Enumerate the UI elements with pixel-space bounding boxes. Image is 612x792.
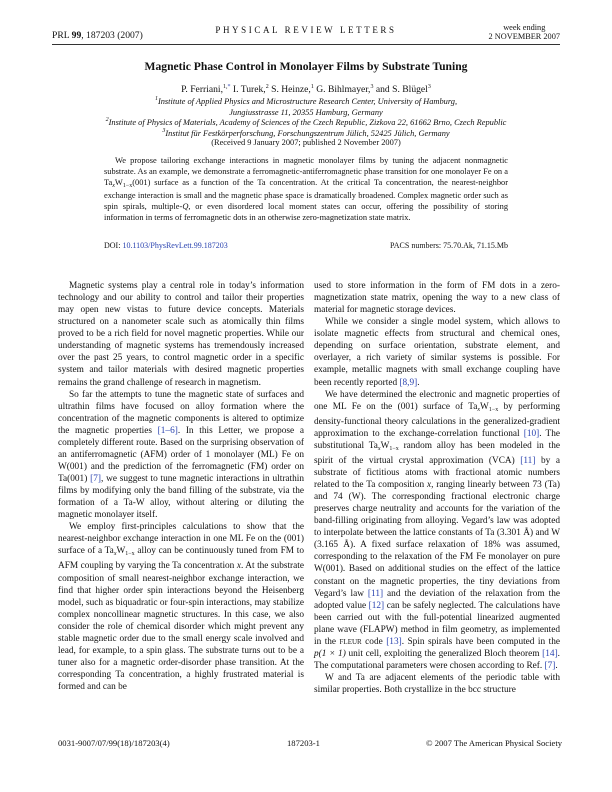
text: by a substrate of fictitious atoms with fractional atomic numbers related to the Ta composition xyxy=(314,455,560,490)
text: . The substitutional Ta xyxy=(314,428,560,451)
affil-mark: 3 xyxy=(427,84,431,90)
reference-link[interactable]: [14] xyxy=(542,648,558,659)
text: , ranging linearly between 73 (Ta) and 74 (W). The corresponding fractional electronic charge preserves charge neutrality and accounts for the variation of the band-filling originating from alloying. Vegard’s law was adopted to interpolate between the lattice constants of Ta (3.301 Å) and W (3.165 Å). A fixed surface relaxation of 18% was assumed, corresponding to the relaxation of the FM Fe monolayer on pure W(001). Based on additional studies on the effect of the lattice constant on the magnetic properties, the tiny deviations from Vegard’s law xyxy=(314,480,560,599)
math-sub: x xyxy=(377,445,381,452)
text: So far the attempts to tune the magnetic state of surfaces and ultrathin films have focused on alloy formation where the concentration of the magnetic components is altered to optimize the magnetic properties xyxy=(58,389,304,436)
journal-abbrev: PRL xyxy=(52,30,70,41)
paragraph xyxy=(314,389,560,672)
author: G. Bihlmayer, xyxy=(316,84,371,95)
math: Q xyxy=(182,202,189,212)
reference-link[interactable]: [7] xyxy=(544,660,556,671)
affil-mark: 1 xyxy=(310,84,314,90)
math-sub: x xyxy=(477,406,481,413)
paragraph: Magnetic systems play a central role in today’s information technology and our ability to control and tailor their properties may open new vistas to future device concepts. Materials structured on a nanometer scale such as atomically thin films proved to be a rich field for novel magnetic properties. While our understanding of magnetic systems has tremendously increased over the past 25 years, to control magnetic order in a specific system and tailor materials with desired magnetic properties remains the grand challenge of research in magnetism. xyxy=(58,281,304,388)
citation: PRL 99, 187203 (2007) xyxy=(52,30,143,41)
affiliation-2 xyxy=(0,118,612,129)
code-name: FLEUR xyxy=(339,637,362,646)
affiliation-1 xyxy=(0,97,612,108)
text: and the deviation of the relaxation from the adopted value xyxy=(314,588,560,611)
text: random alloy has been modeled in the spirit of the virtual crystal approximation (VCA) xyxy=(314,440,560,466)
abstract-text: (001) surface as a function of the Ta concentration. At the critical Ta concentration, the nearest-neighbor exchange interaction is small and the magnetic phase space is dramatically broadened. Complex magnetic order such as spin spirals, multiple- xyxy=(104,177,508,212)
affil-mark: 3 xyxy=(370,84,374,90)
text: . The computational parameters were chosen according to Ref. xyxy=(314,648,560,671)
math-sub: x xyxy=(113,551,117,558)
corresponding-author-link[interactable]: * xyxy=(227,84,231,90)
math: x xyxy=(426,480,432,490)
running-header xyxy=(52,22,560,45)
affil-text: Institut für Festkörperforschung, Forschungszentrum Jülich, 52425 Jülich, Germany xyxy=(165,128,450,138)
affil-mark: 2 xyxy=(265,84,269,90)
paragraph: used to store information in the form of FM dots in a zero-magnetization state matrix, opening the way to a new class of material for magnetic storage devices. xyxy=(314,281,560,316)
text: can be safely neglected. The calculations have been carried out with the full-potential linearized augmented plane wave (FLAPW) method in film geometry, as implemented in the xyxy=(314,600,560,647)
paper-title: Magnetic Phase Control in Monolayer Films by Substrate Tuning xyxy=(144,60,468,73)
math: W xyxy=(480,401,489,412)
affiliation-1-address: Jungiusstrasse 11, 20355 Hamburg, Germany xyxy=(229,107,383,117)
affil-text: Institute of Applied Physics and Microstructure Research Center, University of Hamburg, xyxy=(157,97,458,106)
received-dates: (Received 9 January 2007; published 2 November 2007) xyxy=(211,138,401,147)
reference-link[interactable]: [11] xyxy=(520,455,536,466)
math: W xyxy=(380,440,390,451)
reference-link[interactable]: [8,9] xyxy=(399,377,418,388)
paragraph xyxy=(58,389,304,522)
abstract-text: We propose tailoring exchange interactions in magnetic monolayer films by tuning the adjacent nonmagnetic substrate. As an example, we demonstrate a ferromagnetic-antiferromagnetic phase transition for one monolayer Fe on a Ta xyxy=(104,156,508,187)
text: . xyxy=(417,377,420,388)
week-ending xyxy=(489,23,560,41)
abstract-text: , or even disordered local moment states can occur, offering the possibility of storing information in terms of ferromagnetic dots in an otherwise zero-magnetization state matrix. xyxy=(104,202,509,222)
text: unit cell, exploiting the generalized Bloch theorem xyxy=(345,648,543,659)
author: P. Ferriani, xyxy=(181,84,223,95)
text: code xyxy=(361,636,387,647)
author: S. Heinze, xyxy=(271,84,311,95)
footer-code: 0031-9007/07/99(18)/187203(4) xyxy=(58,738,170,748)
math-sub: 1−x xyxy=(122,182,133,189)
reference-link[interactable]: [12] xyxy=(368,600,385,611)
text: by performing density-functional theory calculations in the generalized-gradient approximation to the exchange-correlation functional xyxy=(314,401,560,439)
text: We employ first-principles calculations to show that the nearest-neighbor exchange interaction in one ML Fe on the (001) surface of a Ta xyxy=(58,522,304,557)
paragraph: W and Ta are adjacent elements of the periodic table with similar properties. Both crystallize in the bcc structure xyxy=(314,673,560,696)
pacs-numbers: PACS numbers: 75.70.Ak, 71.15.Mb xyxy=(390,241,508,250)
body-column-right xyxy=(314,280,560,696)
affil-mark: 1, xyxy=(223,84,228,90)
math: p(1 × 1) xyxy=(314,648,346,659)
reference-link[interactable]: [13] xyxy=(386,636,402,647)
affil-text: Institute of Physics of Materials, Academy of Sciences of the Czech Republic, Zizkova 22, 61662 Brno, Czech Republic xyxy=(108,118,507,128)
reference-link[interactable]: [7] xyxy=(90,474,101,484)
author: and S. Blügel xyxy=(375,84,428,95)
text: . In this Letter, we propose a completely different route. Based on the surprising observation of an antiferromagnetic (AFM) order of 1 monolayer (ML) Fe on W(001) and the prediction of the ferromagnetic (FM) order on Ta(001) xyxy=(58,425,304,484)
week-ending-date: 2 NOVEMBER 2007 xyxy=(488,32,560,41)
doi xyxy=(104,241,228,250)
affil-num: 2 xyxy=(105,117,109,124)
math: W xyxy=(116,546,126,557)
text: While we consider a single model system, which allows to isolate magnetic effects from structural and chemical ones, depending on surface orientation, substrate element, and overlayer, a rich variety of similar systems is possible. For example, metallic magnets with small exchange coupling have been recently reported xyxy=(314,317,560,388)
text: , we suggest to tune magnetic interactions in ultrathin films by modifying only the band filling of the substrate, via the formation of a Ta-W alloy, without altering or diluting the magnetic monolayer itself. xyxy=(58,474,305,521)
math-sub: 1−x xyxy=(389,445,399,452)
math-sub: x xyxy=(112,182,115,189)
paragraph xyxy=(58,521,304,693)
reference-link[interactable]: [11] xyxy=(367,588,384,599)
affil-num: 1 xyxy=(154,96,158,102)
copyright: © 2007 The American Physical Society xyxy=(426,738,562,748)
math: x xyxy=(236,561,241,572)
doi-label: DOI: xyxy=(104,241,121,250)
text: . At the substrate composition of small nearest-neighbor exchange interaction, we find that higher order spin interactions beyond the Heisenberg model, such as biquadratic or four-spin interactions, may stabilize complex noncollinear magnetic structures. In this case, we also consider the role of chemical disorder which might prevent any stable magnetic order due to the small energy scale involved and lead, for example, to a spin glass. The substrate turns out to be a tuner also for a magnetic order-disorder phase transition. At the corresponding Ta concentration, a highly frustrated material is formed and can be xyxy=(58,561,304,693)
text: . Spin spirals have been computed in the xyxy=(401,636,560,647)
doi-link[interactable]: 10.1103/PhysRevLett.99.187203 xyxy=(122,241,228,250)
article-info: 187203 (2007) xyxy=(86,30,143,41)
abstract xyxy=(104,156,508,224)
week-ending-label: week ending xyxy=(503,23,546,32)
affil-num: 3 xyxy=(162,127,166,134)
body-column-left xyxy=(58,280,304,693)
text: alloy can be continuously tuned from FM to AFM coupling by varying the Ta concentration xyxy=(58,546,304,572)
author-list xyxy=(0,84,612,95)
math: W xyxy=(114,177,123,187)
text: We have determined the electronic and magnetic properties of one ML Fe on the (001) surface of Ta xyxy=(314,389,560,412)
volume: 99 xyxy=(71,30,82,41)
journal-name: PHYSICAL REVIEW LETTERS xyxy=(215,25,397,35)
author: I. Turek, xyxy=(232,84,266,95)
text: . xyxy=(555,660,558,671)
paragraph xyxy=(314,316,560,388)
reference-link[interactable]: [10] xyxy=(523,428,540,439)
page-number: 187203-1 xyxy=(287,738,320,748)
reference-link[interactable]: [1–6] xyxy=(157,425,178,436)
math-sub: 1−x xyxy=(488,406,499,413)
math-sub: 1−x xyxy=(125,551,135,558)
